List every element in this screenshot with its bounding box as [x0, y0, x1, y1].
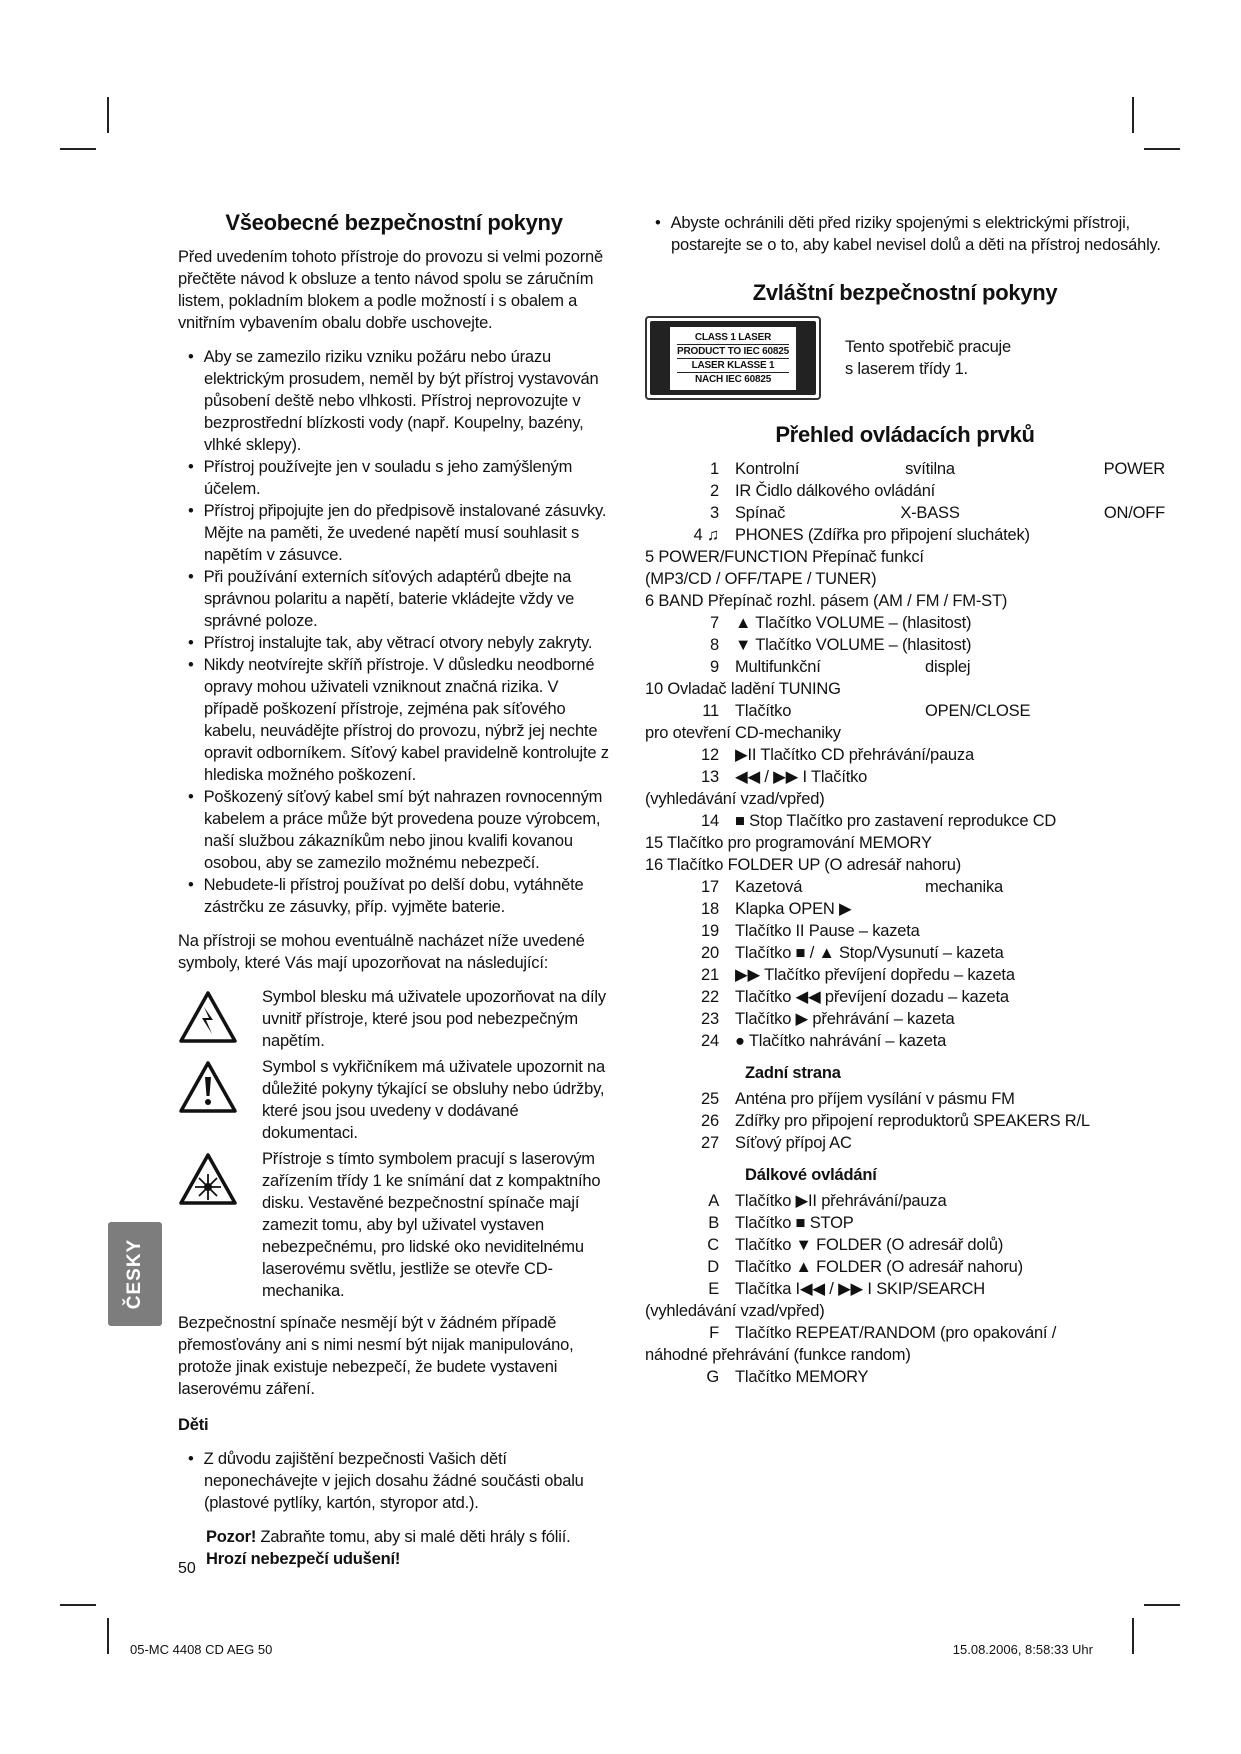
symbol-row-lightning	[178, 986, 610, 1052]
list-item	[645, 744, 1165, 766]
item-text: OPEN/CLOSE	[925, 702, 1031, 720]
symbol-row-laser	[178, 1148, 610, 1302]
item-number: 7	[710, 614, 719, 632]
warning-text: Zabraňte tomu, aby si malé děti hrály s fólií.	[256, 1528, 571, 1546]
item-text: 5 POWER/FUNCTION Přepínač funkcí	[645, 548, 924, 566]
item-number: 4 ♫	[693, 526, 719, 544]
symbol-text: Symbol blesku má uživatele upozorňovat na díly uvnitř přístroje, které jsou pod nebezpečným napětím.	[262, 988, 606, 1050]
item-number: A	[708, 1192, 719, 1210]
item-text: X-BASS	[900, 504, 960, 522]
list-item	[645, 854, 1165, 876]
item-text: 15 Tlačítko pro programování MEMORY	[645, 834, 932, 852]
item-text: Síťový přípoj AC	[735, 1134, 852, 1152]
item-text: Klapka OPEN ▶	[735, 900, 852, 918]
item-text: ▼ Tlačítko VOLUME – (hlasitost)	[735, 636, 972, 654]
list-item	[645, 524, 1165, 546]
laser-class-block	[645, 316, 1165, 400]
item-number: 11	[702, 702, 719, 720]
item-number: 26	[701, 1112, 719, 1130]
laser-text: Tento spotřebič pracuje s laserem třídy 1.	[845, 338, 1011, 378]
list-item	[645, 832, 1165, 854]
item-text: Multifunkční	[735, 658, 821, 676]
remote-list	[645, 1190, 1165, 1388]
item-text: ● Tlačítko nahrávání – kazeta	[735, 1032, 947, 1050]
list-item	[645, 788, 1165, 810]
page-number: 50	[178, 1560, 196, 1577]
item-number: 17	[701, 878, 719, 896]
list-item: • Při používání externích síťových adaptérů dbejte na správnou polaritu a napětí, baterie vkládejte vždy ve správné poloze.	[178, 566, 610, 632]
item-text: Anténa pro příjem vysílání v pásmu FM	[735, 1090, 1015, 1108]
item-text: 6 BAND Přepínač rozhl. pásem (AM / FM / FM-ST)	[645, 592, 1008, 610]
item-text: Tlačítko ▶II přehrávání/pauza	[735, 1192, 947, 1210]
item-number: 27	[701, 1134, 719, 1152]
list-item: • Přístroj připojujte jen do předpisově instalované zásuvky. Mějte na paměti, že uvedené napětí musí souhlasit s napětím v zásuvce.	[178, 500, 610, 566]
list-item	[645, 568, 1165, 590]
list-item: • Z důvodu zajištění bezpečnosti Vašich dětí neponechávejte v jejich dosahu žádné součásti obalu (plastové pytlíky, kartón, styropor atd.).	[178, 1448, 610, 1514]
list-item	[645, 766, 1165, 788]
list-item	[645, 546, 1165, 568]
list-item: • Poškozený síťový kabel smí být nahrazen rovnocenným kabelem a práce může být provedena pouze výrobcem, naší službou zákazníkům nebo jinou kvalifi kovanou osobou, aby se zamezilo možnému nebezpečí.	[178, 786, 610, 874]
item-number: 22	[701, 988, 719, 1006]
item-text: displej	[925, 658, 971, 676]
item-text: náhodné přehrávání (funkce random)	[645, 1346, 911, 1364]
item-number: 13	[701, 768, 719, 786]
item-text: PHONES (Zdířka pro připojení sluchátek)	[735, 526, 1030, 544]
list-item	[645, 942, 1165, 964]
item-text: POWER	[1103, 460, 1165, 478]
item-number: 25	[701, 1090, 719, 1108]
item-text: Kontrolní	[735, 460, 800, 478]
list-item: • Přístroj instalujte tak, aby větrací otvory nebyly zakryty.	[178, 632, 610, 654]
language-tab: ČESKY	[108, 1222, 162, 1326]
list-item	[645, 502, 1165, 524]
safety-heading: Všeobecné bezpečnostní pokyny	[225, 210, 563, 235]
controls-list	[645, 458, 1165, 1052]
warning-note	[178, 1526, 610, 1570]
item-number: 14	[701, 812, 719, 830]
crop-mark	[1144, 1604, 1180, 1606]
list-item	[645, 678, 1165, 700]
symbol-text: Přístroje s tímto symbolem pracují s laserovým zařízením třídy 1 ke snímání dat z kompaktního disku. Vestavěné bezpečnostní spínače mají zamezit tomu, aby byl uživatel vystaven nebezpečnému, pro lidské oko neviditelnému laserovému světlu, jestliže se otevře CD-mechanika.	[262, 1150, 601, 1300]
item-text: 10 Ovladač ladění TUNING	[645, 680, 841, 698]
item-text: Tlačítko II Pause – kazeta	[735, 922, 920, 940]
symbol-text: Symbol s vykřičníkem má uživatele upozornit na důležité pokyny týkající se obsluhy nebo údržby, které jsou jsou uvedeny v dodávané dokumentaci.	[262, 1058, 605, 1142]
list-item	[645, 1212, 1165, 1234]
list-item	[645, 964, 1165, 986]
item-number: 2	[710, 482, 719, 500]
list-item	[645, 1132, 1165, 1154]
item-text: Tlačítko	[735, 702, 792, 720]
left-column	[178, 212, 610, 1570]
item-text: (vyhledávání vzad/vpřed)	[645, 790, 825, 808]
list-item	[645, 722, 1165, 744]
rear-list	[645, 1088, 1165, 1154]
crop-mark	[107, 1618, 109, 1654]
footer-file: 05-MC 4408 CD AEG 50	[130, 1642, 273, 1657]
list-item	[645, 876, 1165, 898]
rear-heading: Zadní strana	[745, 1064, 841, 1082]
item-text: ▲ Tlačítko VOLUME – (hlasitost)	[735, 614, 972, 632]
item-number: F	[709, 1324, 719, 1342]
item-number: G	[706, 1368, 719, 1386]
item-text: Tlačítko REPEAT/RANDOM (pro opakování /	[735, 1324, 1057, 1342]
crop-mark	[1132, 97, 1134, 133]
crop-mark	[60, 1604, 96, 1606]
list-item: • Abyste ochránili děti před riziky spojenými s elektrickými přístroji, postarejte se o to, aby kabel nevisel dolů a děti na přístroj nedosáhly.	[645, 212, 1165, 256]
item-number: 24	[701, 1032, 719, 1050]
list-item	[645, 1322, 1165, 1344]
item-text: Tlačítko MEMORY	[735, 1368, 869, 1386]
item-text: Tlačítko ▶ přehrávání – kazeta	[735, 1010, 955, 1028]
exclamation-warning-icon	[178, 1060, 238, 1114]
warning-danger: Hrozí nebezpečí udušení!	[206, 1550, 401, 1568]
list-item	[645, 1110, 1165, 1132]
item-text: (vyhledávání vzad/vpřed)	[645, 1302, 825, 1320]
item-number: B	[708, 1214, 719, 1232]
symbol-row-exclamation	[178, 1056, 610, 1144]
list-item: • Přístroj používejte jen v souladu s jeho zamýšleným účelem.	[178, 456, 610, 500]
item-text: ON/OFF	[1103, 504, 1165, 522]
list-item	[645, 458, 1165, 480]
item-text: ▶▶ Tlačítko převíjení dopředu – kazeta	[735, 966, 1015, 984]
list-item	[645, 1278, 1165, 1300]
switch-note: Bezpečnostní spínače nesmějí být v žádném případě přemosťovány ani s nimi nesmí být nijak manipulováno, protože jinak existuje nebezpečí, že budete vystaveni laserovému záření.	[178, 1314, 574, 1398]
item-text: Spínač	[735, 504, 786, 522]
right-column	[645, 212, 1165, 1388]
item-text: 16 Tlačítko FOLDER UP (O adresář nahoru)	[645, 856, 962, 874]
controls-heading: Přehled ovládacích prvků	[775, 422, 1035, 447]
list-item	[645, 590, 1165, 612]
item-text: Tlačítko ■ STOP	[735, 1214, 854, 1232]
list-item	[645, 1234, 1165, 1256]
item-text: ▶II Tlačítko CD přehrávání/pauza	[735, 746, 974, 764]
item-number: 9	[710, 658, 719, 676]
item-text: Kazetová	[735, 878, 803, 896]
item-text: Tlačítka I◀◀ / ▶▶ I SKIP/SEARCH	[735, 1280, 985, 1298]
list-item	[645, 1300, 1165, 1322]
list-item	[645, 1008, 1165, 1030]
item-number: 8	[710, 636, 719, 654]
list-item	[645, 1088, 1165, 1110]
item-number: 3	[710, 504, 719, 522]
list-item	[645, 634, 1165, 656]
item-text: Tlačítko ▼ FOLDER (O adresář dolů)	[735, 1236, 1004, 1254]
item-number: D	[707, 1258, 719, 1276]
list-item	[645, 656, 1165, 678]
item-number: C	[707, 1236, 719, 1254]
list-item	[645, 612, 1165, 634]
crop-mark	[1132, 1618, 1134, 1654]
item-text: Tlačítko ■ / ▲ Stop/Vysunutí – kazeta	[735, 944, 1004, 962]
item-number: 1	[710, 460, 719, 478]
list-item	[645, 1190, 1165, 1212]
item-number: 19	[701, 922, 719, 940]
footer-timestamp: 15.08.2006, 8:58:33 Uhr	[952, 1642, 1093, 1657]
item-text: Tlačítko ▲ FOLDER (O adresář nahoru)	[735, 1258, 1023, 1276]
list-item	[645, 986, 1165, 1008]
crop-mark	[107, 97, 109, 133]
list-item: • Aby se zamezilo riziku vzniku požáru nebo úrazu elektrickým prosudem, neměl by být přístroj vystavován působení deště nebo vlhkosti. Přístroj neprovozujte v bezprostřední blízkosti vody (např. Koupelny, bazény, vlhké sklepy).	[178, 346, 610, 456]
item-text: pro otevření CD-mechaniky	[645, 724, 841, 742]
item-text: Tlačítko ◀◀ převíjení dozadu – kazeta	[735, 988, 1009, 1006]
list-item	[645, 898, 1165, 920]
list-item	[645, 700, 1165, 722]
laser-class-label: CLASS 1 LASER PRODUCT TO IEC 60825 LASER KLASSE 1 NACH IEC 60825	[645, 316, 821, 400]
item-number: 23	[701, 1010, 719, 1028]
list-item	[645, 920, 1165, 942]
lightning-warning-icon	[178, 990, 238, 1044]
top-list	[645, 212, 1165, 256]
item-text: svítilna	[905, 460, 955, 478]
list-item: • Nebudete-li přístroj používat po delší dobu, vytáhněte zástrčku ze zásuvky, příp. vyjměte baterie.	[178, 874, 610, 918]
item-number: E	[708, 1280, 719, 1298]
children-list	[178, 1448, 610, 1514]
laser-warning-icon	[178, 1152, 238, 1206]
list-item	[645, 1256, 1165, 1278]
item-text: Zdířky pro připojení reproduktorů SPEAKERS R/L	[735, 1112, 1090, 1130]
list-item	[645, 480, 1165, 502]
list-item	[645, 1366, 1165, 1388]
safety-list	[178, 346, 610, 918]
remote-heading: Dálkové ovládání	[745, 1166, 877, 1184]
children-heading: Děti	[178, 1416, 209, 1434]
list-item	[645, 810, 1165, 832]
item-text: mechanika	[925, 878, 1003, 896]
crop-mark	[1144, 148, 1180, 150]
item-number: 12	[701, 746, 719, 764]
item-number: 20	[701, 944, 719, 962]
list-item	[645, 1030, 1165, 1052]
special-safety-heading: Zvláštní bezpečnostní pokyny	[752, 280, 1058, 305]
list-item: • Nikdy neotvírejte skříň přístroje. V důsledku neodborné opravy mohou uživateli vzniknout značná rizika. V případě poškození přístroje, zejména pak síťového kabelu, neuvádějte přístroj do provozu, nýbrž jej nechte opravit odborníkem. Síťový kabel pravidelně kontrolujte z hlediska možného poškození.	[178, 654, 610, 786]
symbols-intro: Na přístroji se mohou eventuálně nacházet níže uvedené symboly, které Vás mají upozorňovat na následující:	[178, 932, 585, 972]
item-number: 18	[701, 900, 719, 918]
item-number: 21	[701, 966, 719, 984]
list-item	[645, 1344, 1165, 1366]
item-text: IR Čidlo dálkového ovládání	[735, 482, 936, 500]
item-text: (MP3/CD / OFF/TAPE / TUNER)	[645, 570, 877, 588]
warning-label: Pozor!	[206, 1528, 257, 1546]
crop-mark	[60, 148, 96, 150]
item-text: ◀◀ / ▶▶ I Tlačítko	[735, 768, 868, 786]
intro-paragraph: Před uvedením tohoto přístroje do provozu si velmi pozorně přečtěte návod k obsluze a tento návod spolu se záručním listem, pokladním blokem a podle možností i s obalem a vnitřním vybavením obalu dobře uschovejte.	[178, 248, 603, 332]
item-text: ■ Stop Tlačítko pro zastavení reprodukce CD	[735, 812, 1057, 830]
